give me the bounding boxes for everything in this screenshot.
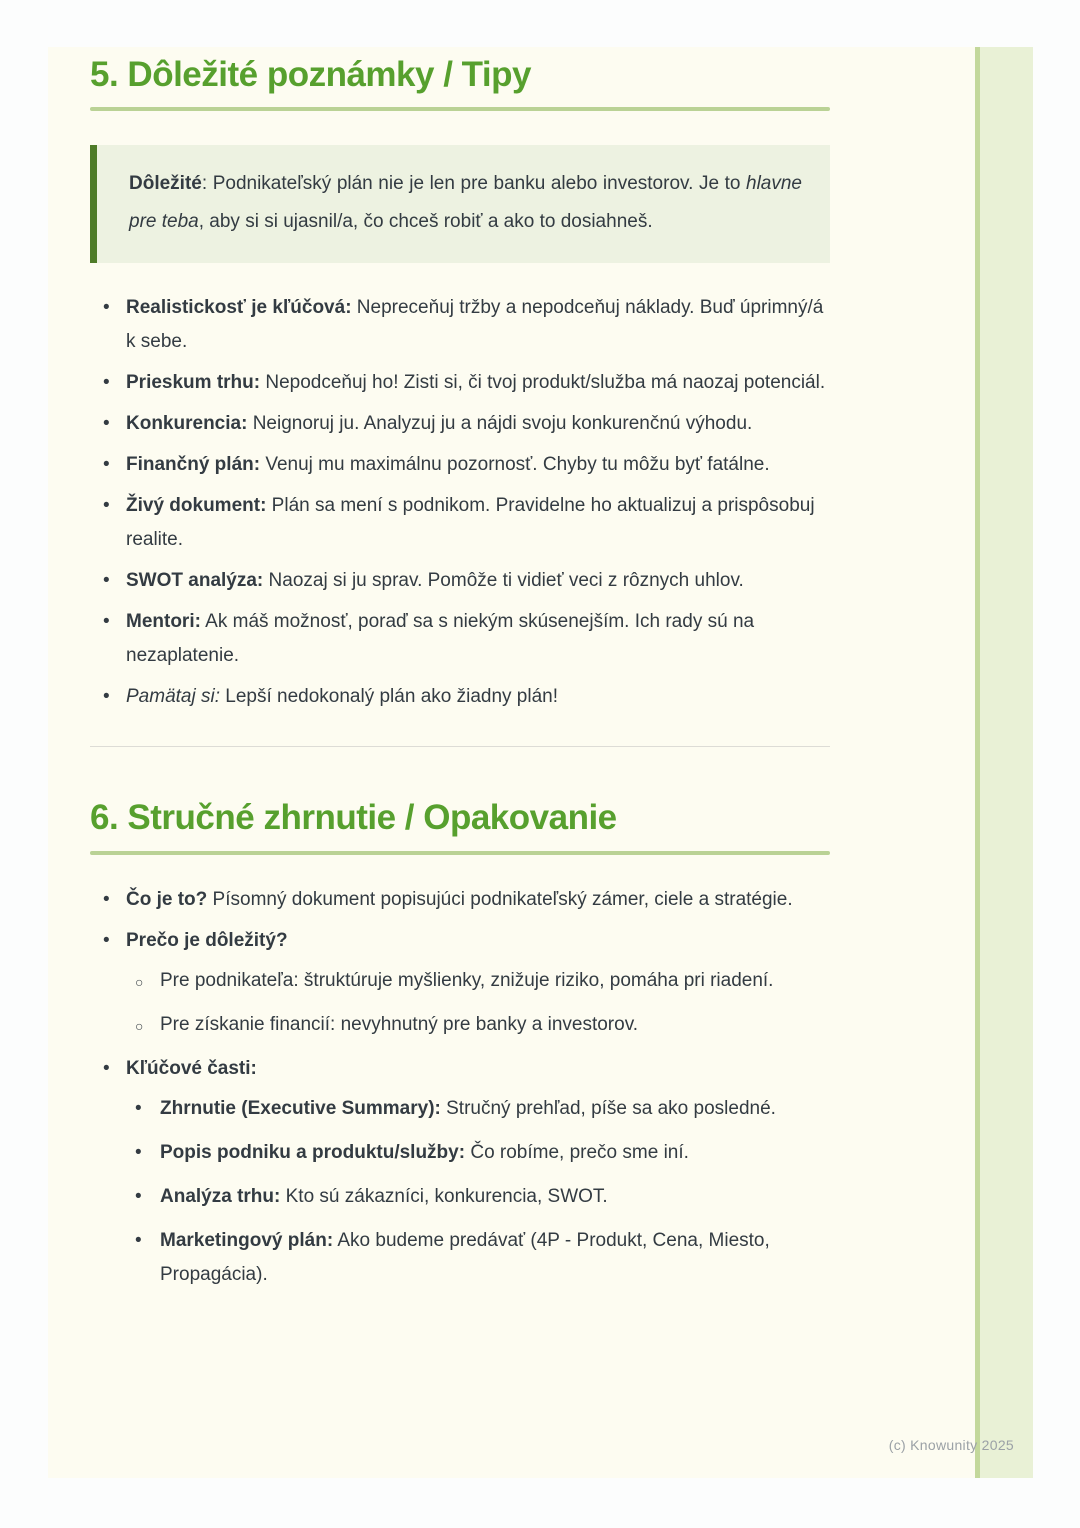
sub-item-text: Kto sú zákazníci, konkurencia, SWOT. (280, 1186, 608, 1207)
list-item-lead: Mentori: (126, 611, 201, 632)
sub-list-item (126, 1224, 830, 1292)
list-item-lead: Konkurencia: (126, 413, 248, 434)
list-item-text: Plán sa mení s podnikom. Pravidelne ho aktualizuj a prispôsobuj realite. (126, 495, 815, 550)
page-content (90, 47, 830, 1302)
list-item (90, 605, 830, 673)
list-item-lead: Čo je to? (126, 889, 208, 910)
document-page (48, 47, 1033, 1478)
section-6-heading: 6. Stručné zhrnutie / Opakovanie (90, 798, 617, 837)
list-item-lead: Kľúčové časti: (126, 1058, 257, 1079)
tips-list (90, 291, 830, 714)
list-item-lead: Živý dokument: (126, 495, 267, 516)
sub-item-lead: Popis podniku a produktu/služby: (160, 1142, 466, 1163)
heading-rule (90, 851, 830, 855)
section-divider (90, 746, 830, 747)
list-item (90, 924, 830, 1042)
sub-item-text: Stručný prehľad, píše sa ako posledné. (440, 1098, 776, 1119)
important-callout (90, 145, 830, 263)
list-item (90, 1052, 830, 1292)
list-item (90, 883, 830, 917)
summary-list (90, 883, 830, 1292)
list-item-text: Naozaj si ju sprav. Pomôže ti vidieť veci z rôznych uhlov. (263, 570, 744, 591)
list-item (90, 291, 830, 359)
callout-text-end: , aby si si ujasnil/a, čo chceš robiť a ako to dosiahneš. (198, 211, 653, 232)
list-item-text: Lepší nedokonalý plán ako žiadny plán! (219, 686, 559, 707)
sub-list-item (126, 964, 830, 998)
sub-item-text: Pre podnikateľa: štruktúruje myšlienky, znižuje riziko, pomáha pri riadení. (160, 970, 774, 991)
section-6 (90, 797, 830, 1292)
list-item-text: Nepodceňuj ho! Zisti si, či tvoj produkt/služba má naozaj potenciál. (260, 372, 826, 393)
sub-item-text: Ako budeme predávať (4P - Produkt, Cena, Miesto, Propagácia). (160, 1230, 770, 1285)
list-item (90, 489, 830, 557)
list-item-lead: Realistickosť je kľúčová: (126, 297, 352, 318)
list-item-lead: Prečo je dôležitý? (126, 930, 288, 951)
list-item (90, 407, 830, 441)
callout-lead: Dôležité (129, 173, 202, 194)
list-item-text: Neignoruj ju. Analyzuj ju a nájdi svoju konkurenčnú výhodu. (247, 413, 753, 434)
list-item-text: Nepreceňuj tržby a nepodceňuj náklady. Buď úprimný/á k sebe. (126, 297, 824, 352)
sub-list-item (126, 1180, 830, 1214)
callout-text: : Podnikateľský plán nie je len pre banku alebo investorov. Je to (201, 173, 746, 194)
list-item (90, 564, 830, 598)
list-item-text: Venuj mu maximálnu pozornosť. Chyby tu môžu byť fatálne. (260, 454, 770, 475)
sub-item-lead: Analýza trhu: (160, 1186, 281, 1207)
list-item (90, 366, 830, 400)
list-item-lead: Prieskum trhu: (126, 372, 261, 393)
sub-item-text: Pre získanie financií: nevyhnutný pre banky a investorov. (160, 1014, 639, 1035)
callout-italic-text: hlavne pre teba (129, 173, 802, 232)
list-item-lead: SWOT analýza: (126, 570, 264, 591)
page-edge-strip (975, 47, 1033, 1478)
sub-list (126, 1092, 830, 1292)
sub-list (126, 964, 830, 1042)
sub-list-item (126, 1092, 830, 1126)
list-item-lead: Pamätaj si: (126, 686, 220, 707)
list-item-lead: Finančný plán: (126, 454, 261, 475)
sub-list-item (126, 1136, 830, 1170)
copyright-watermark: (c) Knowunity 2025 (888, 1437, 1014, 1453)
list-item-text: Písomný dokument popisujúci podnikateľský zámer, ciele a stratégie. (207, 889, 793, 910)
sub-item-text: Čo robíme, prečo sme iní. (465, 1142, 689, 1163)
list-item-text: Ak máš možnosť, poraď sa s niekým skúsenejším. Ich rady sú na nezaplatenie. (126, 611, 755, 666)
list-item (90, 448, 830, 482)
sub-item-lead: Zhrnutie (Executive Summary): (160, 1098, 441, 1119)
sub-item-lead: Marketingový plán: (160, 1230, 334, 1251)
section-5-heading: 5. Dôležité poznámky / Tipy (90, 55, 531, 94)
sub-list-item (126, 1008, 830, 1042)
list-item (90, 680, 830, 714)
heading-rule (90, 107, 830, 111)
